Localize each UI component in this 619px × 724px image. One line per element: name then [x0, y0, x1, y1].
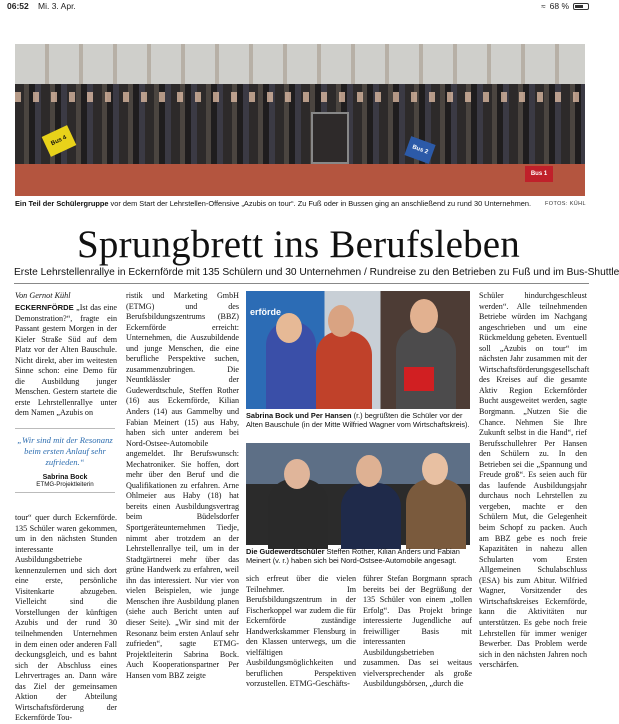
caption-mid2-text: Steffen Rother, Kilian Anders und Fabian Meinert (v. r.) haben sich bei Nord-Ostsee-Automobile angesagt. — [246, 547, 460, 565]
person-1-head — [276, 313, 302, 343]
pull-quote — [15, 428, 115, 493]
col4-text: führer Stefan Borgmann sprach bereits bei der Begrüßung der 135 Schüler von einem „tollen Erfolg“. Das Projekt bringe interessierte Jugendliche auf freiwilliger Basis mit interessanten Ausbildungsbetrieben zusammen. Das sei weitaus vielversprechender als große Ausbildungsbörsen, „durch die — [363, 574, 472, 689]
subheadline: Erste Lehrstellenrallye in Eckernförde mit 135 Schülern und 30 Unternehmen / Rundreise zu den Betrieben zu Fuß und im Bus-Shuttle — [14, 267, 619, 278]
photo-caption-top — [15, 199, 535, 208]
photo-building — [15, 44, 585, 84]
column-1-bottom — [15, 513, 117, 723]
quote-role: ETMG-Projektleiterin — [36, 481, 94, 488]
photo-credit: FOTOS: KÜHL — [545, 201, 586, 207]
quote-author: Sabrina Bock — [42, 474, 88, 481]
student-3-head — [422, 453, 448, 485]
col2-text: ristik und Marketing GmbH (ETMG) und des Berufsbildungszentrums (BBZ) Eckernförde erreicht: Unternehmen, die Auszubildende und junge Menschen, die eine berufliche Perspektive suchen, zusammenzubringen. Die Neuntklässler der Gudewerdtschule, Steffen Rother (16) aus Eckernförde, Kilian Anders (14) aus Gammelby und Fabian Meinert (15) aus Haby, haben sich unter anderem bei Nord-Ostsee-Automobile angemeldet. Ihr Berufswunsch: Mechatroniker. Sie hoffen, dort mehr über den Beruf und die Qualifikationen zu erfahren. Arne Ohlmeier aus Haby (18) hat bereits einen Ausbildungsvertrag beim Büdelsdorfer Sportgeräteunternehmen Tiedje, nimmt aber trotzdem an der Lehrstellenrallye teil, um in der Stadtgärtnerei mehr über das grüne Handwerk zu erfahren, weil ihn das interessiert. Nur vier von vielen Beispielen, wie junge Menschen ihre Ausbildung planen (siehe auch Bericht unten auf dieser Seite). „Wir sind mit der Resonanz beim ersten Anlauf sehr zufrieden“, sagte ETMG-Projektleiterin Sabrina Bock. Auch Kooperationspartner Per Hansen vom BBZ zeigte — [126, 291, 239, 680]
col3-text: sich erfreut über die vielen Teilnehmer. Im Berufsbildungszentrum in der Fischerkoppel war zudem die für Eckernförde zuständige Handwerkskammer Flensburg in den Klassen unterwegs, um die vielfältigen Ausbildungsmöglichkeiten und beruflichen Perspektiven vorzustellen. ETMG-Geschäfts- — [246, 574, 356, 689]
photo-faces — [15, 92, 585, 102]
student-2 — [341, 483, 401, 549]
battery-percent: 68 % — [549, 1, 569, 11]
caption-top-bold: Ein Teil der Schülergruppe — [15, 199, 109, 208]
caption-mid-text: (r.) begrüßten die Schüler vor der Alten Bauschule (in der Mitte Wilfried Wagner vom Wirtschaftskreis). — [246, 411, 470, 429]
wifi-icon: ≈ — [541, 1, 546, 11]
battery-icon — [573, 3, 589, 10]
photo-logo-text: erförde — [250, 307, 282, 317]
person-2-head — [328, 305, 354, 337]
photo-caption-mid2 — [246, 547, 472, 565]
person-2 — [316, 331, 372, 409]
red-folder — [404, 367, 434, 391]
headline: Sprungbrett ins Berufsleben — [77, 223, 520, 266]
column-1-top — [15, 303, 117, 427]
student-1 — [268, 479, 328, 549]
caption-mid-bold: Sabrina Bock und Per Hansen — [246, 411, 352, 420]
battery-fill — [575, 5, 583, 8]
quote-text: „Wir sind mit der Resonanz beim ersten Anlauf sehr zufrieden.“ — [17, 435, 113, 467]
column-2 — [126, 291, 239, 690]
divider — [14, 283, 589, 284]
bus-sign-yellow: Bus 4 — [42, 125, 77, 157]
photo-gudewerdt-students — [246, 443, 470, 545]
column-3 — [246, 574, 356, 690]
dateline: ECKERNFÖRDE — [15, 303, 74, 312]
caption-top-text: vor dem Start der Lehrstellen-Offensive „Azubis on tour“. Zu Fuß oder in Bussen ging an anschließend zu rund 30 Unternehmen. — [108, 199, 532, 208]
status-date: Mi. 3. Apr. — [38, 1, 76, 11]
status-right — [541, 1, 589, 11]
photo-bock-hansen — [246, 291, 470, 409]
byline: Von Gernot Kühl — [15, 291, 71, 300]
student-3 — [406, 479, 466, 549]
photo-caption-mid — [246, 411, 472, 429]
column-5 — [479, 291, 590, 690]
status-bar — [0, 0, 597, 12]
col5-text: Schüler hindurchgeschleust werden“. Alle teilnehmenden Betriebe würden im Nachgang angeschrieben und um eine Rückmeldung gebeten. Eventuell soll „Azubis on tour“ im nächsten Jahr zusammen mit der Wirtschaftsförderungsgesellschaft des Kreises auf die gesamte Aktiv Region Eckernförder Bucht ausgeweitet werden, sagte Borgmann. „Nutzen Sie die Chance. Nehmen Sie Ihre Zukunft selbst in die Hand“, rief Berufsschullehrer Per Hansen den Schülern zu. In den Betrieben sei die „Spannung und Freude groß“. Es seien auch für das laufende Ausbildungsjahr durchaus noch Lehrstellen zu vergeben, machte er den Schülern Mut, die Gelegenheit beim Schopf zu packen. Auch am BBZ gebe es noch freie Kapazitäten in nahezu allen Schularten vom Ersten Allgemeinen Schulabschluss (ESA) bis zum Abitur. Wilfried Wagner, Vorsitzender des Wirtschaftskreises Eckernförde, kann die Aktivitäten nur unterstützen. Es gebe noch freie Lehrstellen für immer weniger Bewerber. Das Problem werde sich in den nächsten Jahren noch verschärfen. — [479, 291, 590, 670]
photo-display-sign — [311, 112, 349, 164]
col1-paragraph-1: „Ist das eine Demonstration?“, fragte ein Passant gestern Morgen in der Kieler Straße Süd auf dem Platz vor der Alten Bauschule. Nicht direkt, aber im weitesten Sinne schon: eine Demo für die Ausbildung junger Menschen. Gestern startete die erste Lehrstellenrallye unter dem Namen „Azubis on — [15, 303, 117, 418]
bus-sign-blue: Bus 2 — [404, 136, 435, 164]
col1-paragraph-2: tour“ quer durch Eckernförde. 135 Schüler waren gekommen, um in den nächsten Stunden interessante Ausbildungsbetriebe kennenzulernen und sich dort eine erste, persönliche Visitenkarte abzugeben. Vielleicht sind die Vorstellungen der künftigen Azubis und der rund 30 teilnehmenden Unternehmen in dem einen oder anderen Fall deckungsgleich, und es bahnt sich der Abschluss eines Lehrvertrages an. Dann wäre das Ziel der gemeinsamen Aktion der Abteilung Wirtschaftsförderung der Eckernförde Tou- — [15, 513, 117, 723]
column-4 — [363, 574, 472, 690]
group-photo — [15, 44, 585, 196]
bus-sign-red: Bus 1 — [525, 166, 553, 182]
photo-ground — [15, 164, 585, 196]
student-1-head — [284, 459, 310, 489]
student-2-head — [356, 455, 382, 487]
caption-mid2-bold: Die Gudewerdtschüler — [246, 547, 325, 556]
person-3-head — [410, 299, 438, 333]
status-time: 06:52 — [7, 1, 29, 11]
